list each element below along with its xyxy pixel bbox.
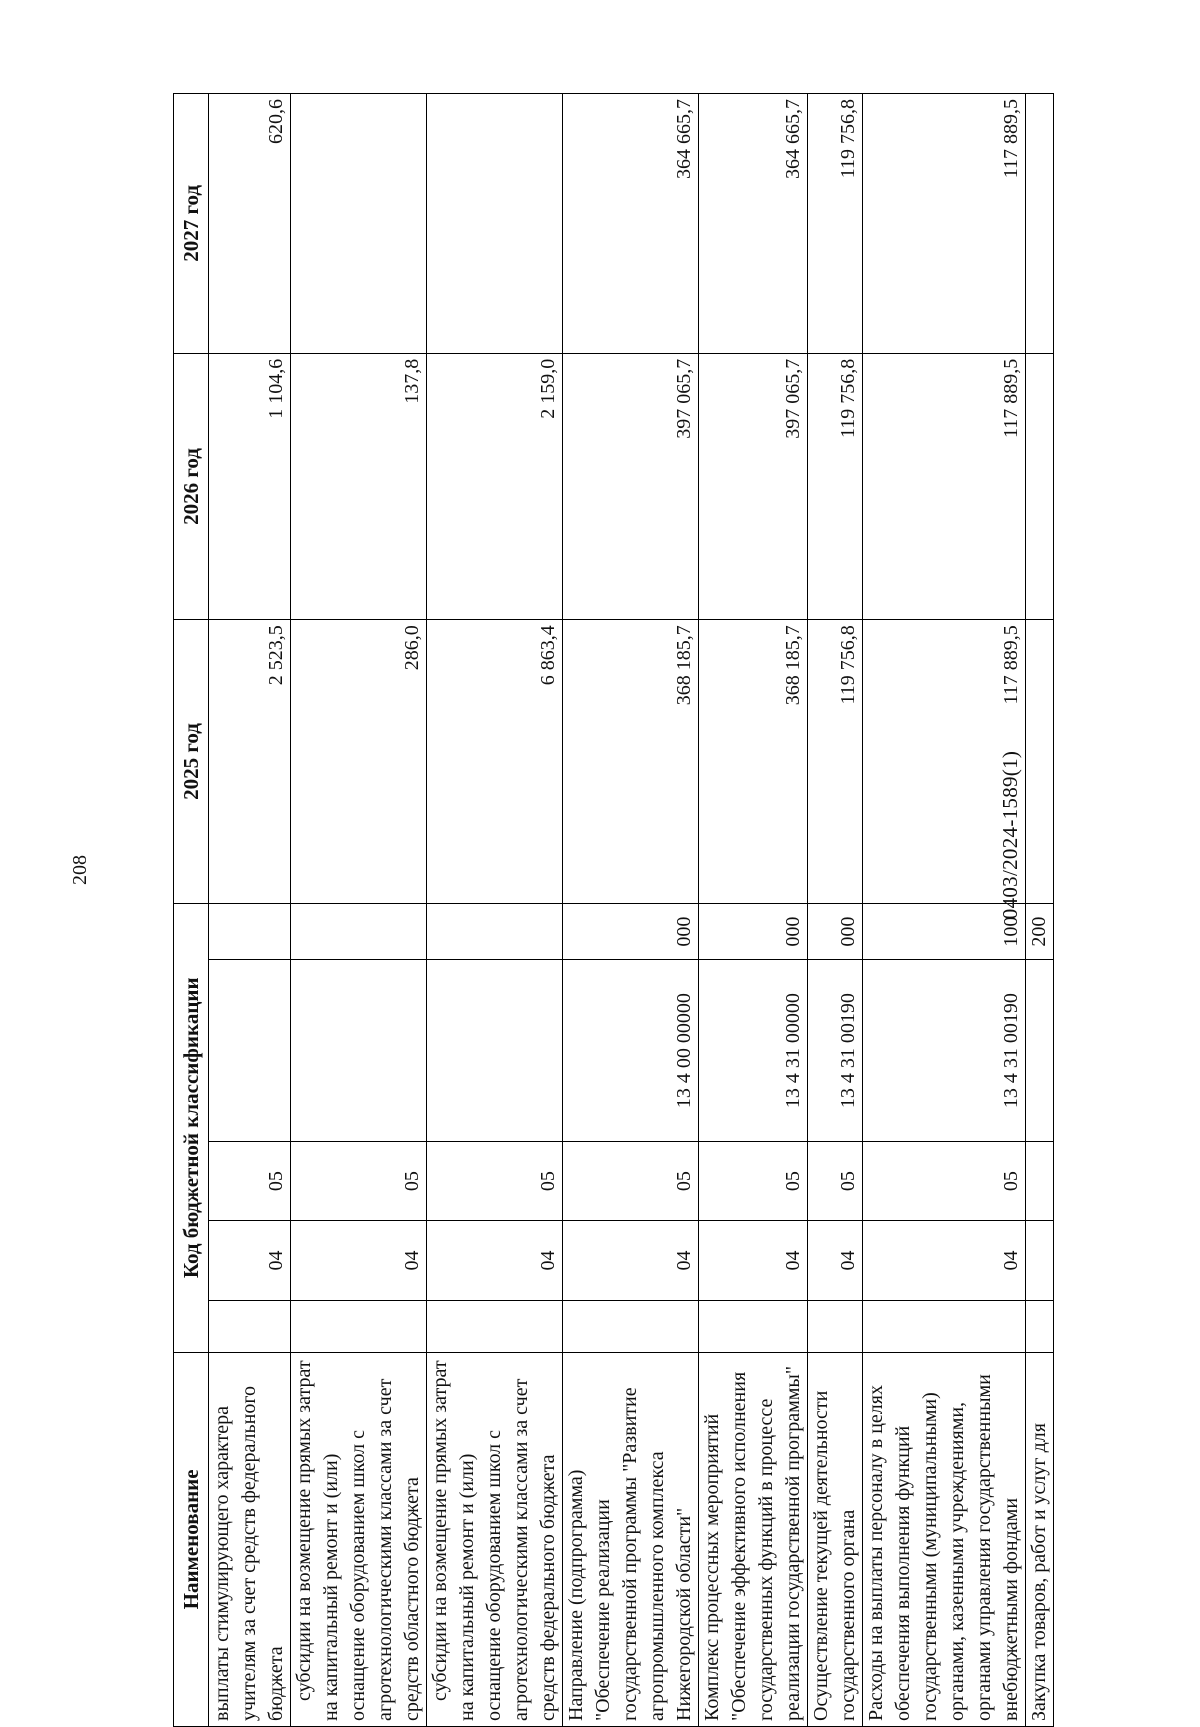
header-code: Код бюджетной классификации	[174, 903, 209, 1352]
row-name: Закупка товаров, работ и услуг для	[1026, 1352, 1054, 1726]
row-2027: 117 889,5	[863, 94, 1026, 354]
table-row	[563, 94, 699, 1727]
row-2027	[291, 94, 427, 354]
row-code-target	[427, 960, 563, 1141]
table-row	[699, 94, 808, 1727]
page-number: 208	[69, 855, 91, 885]
row-code-target	[209, 960, 291, 1141]
row-code-subsection: 05	[699, 1141, 808, 1220]
row-spacer	[808, 1300, 863, 1352]
row-2025: 286,0	[291, 620, 427, 904]
row-code-section	[1026, 1221, 1054, 1300]
row-name: Направление (подпрограмма) "Обеспечение реализации государственной программы "Развитие агропромышленного комплекса Нижегородской области"	[563, 1352, 699, 1726]
row-spacer	[427, 1300, 563, 1352]
row-code-subsection: 05	[863, 1141, 1026, 1220]
row-code-type	[209, 903, 291, 960]
row-code-target: 13 4 00 00000	[563, 960, 699, 1141]
row-2026: 2 159,0	[427, 353, 563, 619]
row-code-section: 04	[808, 1221, 863, 1300]
row-2025	[1026, 620, 1054, 904]
row-code-section: 04	[863, 1221, 1026, 1300]
row-2025: 119 756,8	[808, 620, 863, 904]
row-2026: 119 756,8	[808, 353, 863, 619]
row-2027	[1026, 94, 1054, 354]
row-2027: 620,6	[209, 94, 291, 354]
row-spacer	[563, 1300, 699, 1352]
row-2026: 1 104,6	[209, 353, 291, 619]
header-2026: 2026 год	[174, 353, 209, 619]
row-2025: 368 185,7	[563, 620, 699, 904]
header-2025: 2025 год	[174, 620, 209, 904]
row-code-subsection: 05	[427, 1141, 563, 1220]
row-2025: 368 185,7	[699, 620, 808, 904]
row-code-type: 000	[563, 903, 699, 960]
row-code-type	[291, 903, 427, 960]
row-code-type: 000	[699, 903, 808, 960]
row-code-target: 13 4 31 00190	[808, 960, 863, 1141]
row-2026: 117 889,5	[863, 353, 1026, 619]
row-2025: 117 889,5	[863, 620, 1026, 904]
row-2026: 397 065,7	[699, 353, 808, 619]
row-code-type: 200	[1026, 903, 1054, 960]
budget-table	[173, 93, 1054, 1727]
row-2026: 137,8	[291, 353, 427, 619]
table-row	[808, 94, 863, 1727]
row-spacer	[699, 1300, 808, 1352]
row-spacer	[1026, 1300, 1054, 1352]
row-2026: 397 065,7	[563, 353, 699, 619]
row-code-target	[1026, 960, 1054, 1141]
row-2025: 2 523,5	[209, 620, 291, 904]
row-code-section: 04	[427, 1221, 563, 1300]
row-name: выплаты стимулирующего характера учителям за счет средств федерального бюджета	[209, 1352, 291, 1726]
row-code-type: 100	[863, 903, 1026, 960]
row-2027: 119 756,8	[808, 94, 863, 354]
row-name: Комплекс процессных мероприятий "Обеспечение эффективного исполнения государственных функций в процессе реализации государственной программы"	[699, 1352, 808, 1726]
row-code-section: 04	[291, 1221, 427, 1300]
table-row	[209, 94, 291, 1727]
row-2025: 6 863,4	[427, 620, 563, 904]
row-name	[291, 1352, 427, 1726]
row-code-target: 13 4 31 00000	[699, 960, 808, 1141]
row-code-target	[291, 960, 427, 1141]
row-name: Расходы на выплаты персоналу в целях обеспечения выполнения функций государственными (муниципальными) органами, казенными учреждениями, органами управления государственными внебюджетными фондами	[863, 1352, 1026, 1726]
header-name: Наименование	[174, 1352, 209, 1726]
table-row	[291, 94, 427, 1727]
row-code-type	[427, 903, 563, 960]
row-name-text: субсидии на возмещение прямых затрат на капитальный ремонт и (или) оснащение оборудованием школ с агротехнологическими классами за счет средств областного бюджета	[293, 1360, 423, 1721]
row-code-target: 13 4 31 00190	[863, 960, 1026, 1141]
row-spacer	[209, 1300, 291, 1352]
row-2027	[427, 94, 563, 354]
row-2027: 364 665,7	[699, 94, 808, 354]
row-code-subsection	[1026, 1141, 1054, 1220]
row-spacer	[863, 1300, 1026, 1352]
row-code-subsection: 05	[291, 1141, 427, 1220]
row-2027: 364 665,7	[563, 94, 699, 354]
row-name: Осуществление текущей деятельности государственного органа	[808, 1352, 863, 1726]
row-name-text: субсидии на возмещение прямых затрат на капитальный ремонт и (или) оснащение оборудованием школ с агротехнологическими классами за счет средств федерального бюджета	[429, 1360, 559, 1721]
header-2027: 2027 год	[174, 94, 209, 354]
row-code-subsection: 05	[808, 1141, 863, 1220]
row-code-section: 04	[699, 1221, 808, 1300]
row-code-section: 04	[563, 1221, 699, 1300]
row-2026	[1026, 353, 1054, 619]
row-code-type: 000	[808, 903, 863, 960]
row-code-subsection: 05	[209, 1141, 291, 1220]
row-code-section: 04	[209, 1221, 291, 1300]
document-code: 0403/2024-1589(1)	[998, 750, 1022, 920]
row-code-subsection: 05	[563, 1141, 699, 1220]
table-row	[427, 94, 563, 1727]
table-header-row	[174, 94, 209, 1727]
row-spacer	[291, 1300, 427, 1352]
table-row	[1026, 94, 1054, 1727]
row-name	[427, 1352, 563, 1726]
